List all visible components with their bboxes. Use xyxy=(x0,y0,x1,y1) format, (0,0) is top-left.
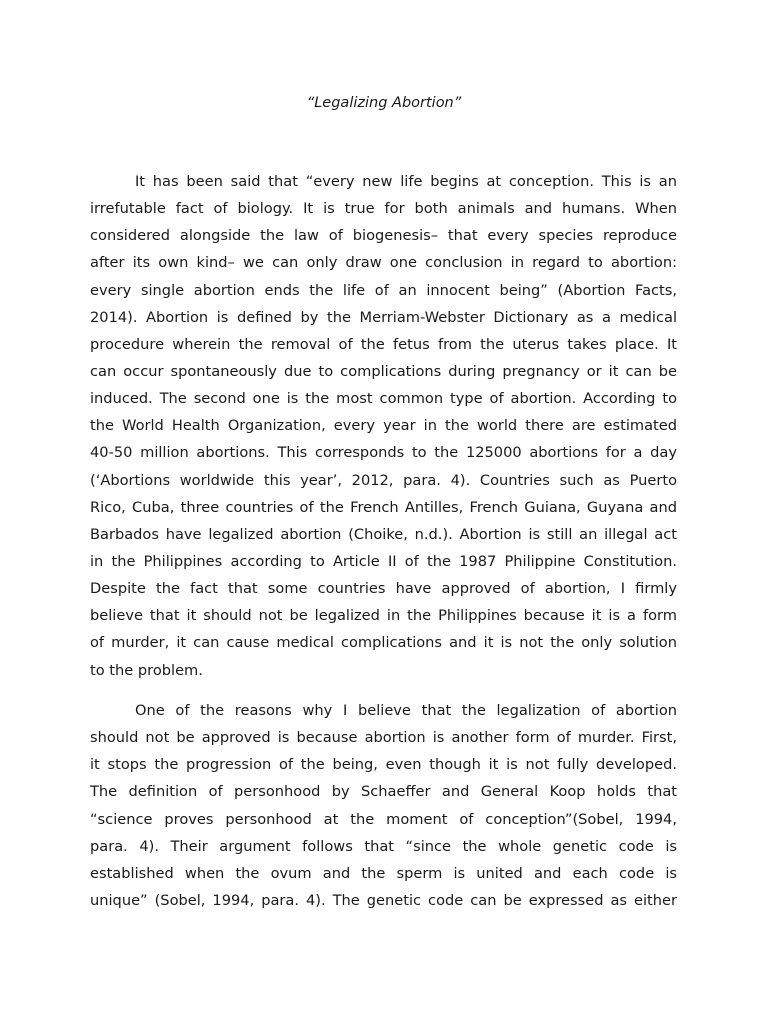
text-line: procedure wherein the removal of the fetus from the uterus takes place. It xyxy=(90,335,677,353)
text-line: Rico, Cuba, three countries of the French Antilles, French Guiana, Guyana and xyxy=(90,498,677,516)
text-line: unique” (Sobel, 1994, para. 4). The genetic code can be expressed as either xyxy=(90,891,677,909)
text-line: para. 4). Their argument follows that “since the whole genetic code is xyxy=(90,837,677,855)
text-line: It has been said that “every new life begins at conception. This is an xyxy=(135,173,677,190)
text-line: every single abortion ends the life of an innocent being” (Abortion Facts, xyxy=(90,281,677,299)
text-line: the World Health Organization, every year in the world there are estimated xyxy=(90,417,677,435)
text-line: “science proves personhood at the moment of conception”(Sobel, 1994, xyxy=(90,810,677,828)
text-line: can occur spontaneously due to complications during pregnancy or it can be xyxy=(90,362,677,380)
text-line: Despite the fact that some countries have approved of abortion, I firmly xyxy=(90,580,677,598)
text-line: considered alongside the law of biogenesis– that every species reproduce xyxy=(90,227,677,245)
body-paragraph-1 xyxy=(90,168,677,684)
text-line: 40-50 million abortions. This corresponds to the 125000 abortions for a day xyxy=(90,444,677,462)
text-line: Barbados have legalized abortion (Choike, n.d.). Abortion is still an illegal act xyxy=(90,525,677,543)
text-line: should not be approved is because abortion is another form of murder. First, xyxy=(90,729,677,747)
text-line: One of the reasons why I believe that the legalization of abortion xyxy=(135,702,677,719)
text-line: 2014). Abortion is defined by the Merriam-Webster Dictionary as a medical xyxy=(90,308,677,326)
text-line: believe that it should not be legalized in the Philippines because it is a form xyxy=(90,607,677,625)
text-line: irrefutable fact of biology. It is true for both animals and humans. When xyxy=(90,200,677,218)
text-line: after its own kind– we can only draw one conclusion in regard to abortion: xyxy=(90,254,677,272)
text-line: established when the ovum and the sperm is united and each code is xyxy=(90,864,677,882)
paragraph-text xyxy=(90,697,677,914)
body-paragraph-2 xyxy=(90,697,677,914)
text-line: it stops the progression of the being, even though it is not fully developed. xyxy=(90,756,677,774)
text-line: (‘Abortions worldwide this year’, 2012, para. 4). Countries such as Puerto xyxy=(90,471,677,489)
text-line: of murder, it can cause medical complications and it is not the only solution xyxy=(90,634,677,652)
document-title: “Legalizing Abortion” xyxy=(306,95,462,111)
text-line: to the problem. xyxy=(90,661,203,679)
paragraph-text xyxy=(90,168,677,684)
text-line: in the Philippines according to Article II of the 1987 Philippine Constitution. xyxy=(90,552,677,570)
text-line: The definition of personhood by Schaeffer and General Koop holds that xyxy=(90,783,677,801)
text-line: induced. The second one is the most common type of abortion. According to xyxy=(90,390,677,408)
